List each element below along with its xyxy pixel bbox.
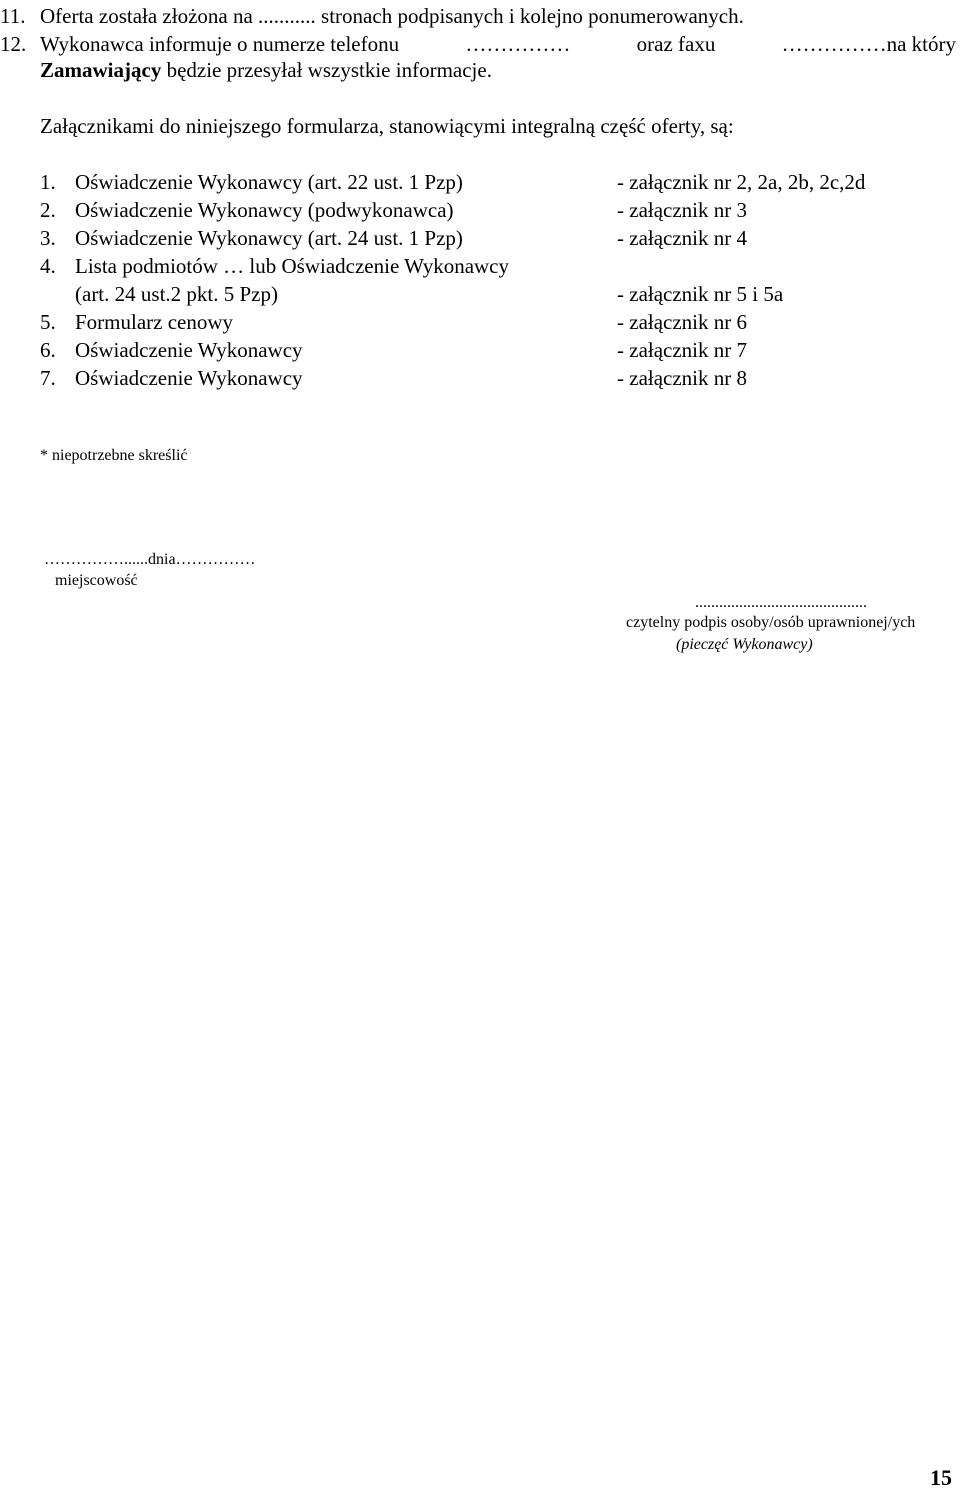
signature-dots: ........................................... xyxy=(695,594,867,611)
item-11-text: Oferta została złożona na ........... stronach podpisanych i kolejno ponumerowanych. xyxy=(40,4,744,28)
place-date-line: ……………......dnia…………… xyxy=(44,551,256,568)
footnote: * niepotrzebne skreślić xyxy=(40,447,188,464)
signature-label: czytelny podpis osoby/osób uprawnionej/ych xyxy=(626,614,916,631)
item-12-text-1: Wykonawca informuje o numerze telefonu xyxy=(40,32,400,56)
attachment-7-ref: - załącznik nr 8 xyxy=(617,366,748,390)
attachment-3-ref: - załącznik nr 4 xyxy=(617,226,748,250)
attachment-5-name: 5. Formularz cenowy xyxy=(40,310,234,334)
attachment-6-name: 6. Oświadczenie Wykonawcy xyxy=(40,338,303,362)
attachment-1-ref: - załącznik nr 2, 2a, 2b, 2c,2d xyxy=(617,170,866,194)
phone-blank: …………… xyxy=(465,32,571,56)
zamawiajacy-bold: Zamawiający xyxy=(40,58,162,82)
attachment-5-ref: - załącznik nr 6 xyxy=(617,310,748,334)
stamp-label: (pieczęć Wykonawcy) xyxy=(676,636,813,653)
item-12-number: 12. xyxy=(0,32,27,56)
attachment-3-name: 3. Oświadczenie Wykonawcy (art. 24 ust. 1 Pzp) xyxy=(40,226,463,250)
attachment-6-ref: - załącznik nr 7 xyxy=(617,338,748,362)
attachments-intro: Załącznikami do niniejszego formularza, stanowiącymi integralną część oferty, są: xyxy=(40,114,734,138)
attachment-2-name: 2. Oświadczenie Wykonawcy (podwykonawca) xyxy=(40,198,454,222)
attachment-7-name: 7. Oświadczenie Wykonawcy xyxy=(40,366,303,390)
attachment-4-ref: - załącznik nr 5 i 5a xyxy=(617,282,784,306)
fax-blank: ……………na który xyxy=(781,32,956,56)
item-11-number: 11. xyxy=(0,4,26,28)
page-number: 15 xyxy=(930,1465,952,1490)
attachment-4-name: 4. Lista podmiotów … lub Oświadczenie Wykonawcy xyxy=(40,254,510,278)
attachment-1-name: 1. Oświadczenie Wykonawcy (art. 22 ust. 1 Pzp) xyxy=(40,170,463,194)
item-12-text-2: oraz faxu xyxy=(636,32,716,56)
attachment-4-name-cont: (art. 24 ust.2 pkt. 5 Pzp) xyxy=(75,282,278,306)
place-label: miejscowość xyxy=(55,572,138,589)
item-12-line-1 xyxy=(0,32,956,56)
item-11 xyxy=(0,4,744,28)
item-12-line-2 xyxy=(40,58,492,82)
attachment-2-ref: - załącznik nr 3 xyxy=(617,198,748,222)
item-12-text-3: będzie przesyłał wszystkie informacje. xyxy=(166,58,492,82)
